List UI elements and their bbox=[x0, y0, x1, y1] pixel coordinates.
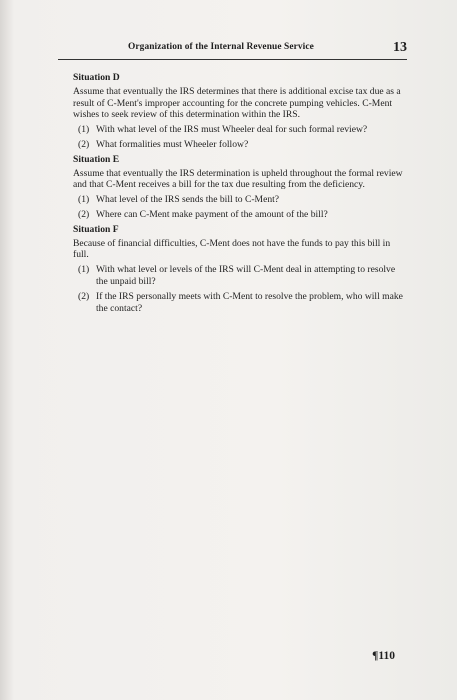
situation-d bbox=[73, 72, 405, 151]
situation-text: Assume that eventually the IRS determination is upheld throughout the formal review and that C-Ment receives a bill for the tax due resulting from the deficiency. bbox=[73, 167, 403, 191]
question-text: With what level or levels of the IRS will C-Ment deal in attempting to resolve the unpaid bill? bbox=[96, 264, 396, 287]
running-header bbox=[58, 40, 407, 58]
situation-text: Because of financial difficulties, C-Ment does not have the funds to pay this bill in full. bbox=[73, 237, 391, 261]
situation-heading: Situation E bbox=[73, 153, 120, 165]
question-item bbox=[78, 124, 405, 136]
question-text: Where can C-Ment make payment of the amount of the bill? bbox=[96, 208, 328, 220]
header-rule bbox=[58, 59, 407, 60]
question-text: What formalities must Wheeler follow? bbox=[96, 138, 249, 150]
situation-e bbox=[73, 154, 405, 221]
question-number: (2) bbox=[78, 138, 90, 150]
question-number: (1) bbox=[78, 194, 90, 206]
question-item bbox=[78, 194, 405, 206]
question-item bbox=[78, 139, 405, 151]
page-body bbox=[73, 72, 405, 317]
paragraph-mark: ¶110 bbox=[372, 650, 395, 662]
header-title: Organization of the Internal Revenue Service bbox=[128, 42, 314, 52]
question-number: (1) bbox=[78, 264, 90, 276]
question-text: If the IRS personally meets with C-Ment to resolve the problem, who will make the contact? bbox=[96, 290, 403, 314]
situation-f bbox=[73, 224, 405, 315]
situation-heading: Situation F bbox=[73, 223, 119, 235]
page-number: 13 bbox=[393, 40, 407, 55]
question-item bbox=[78, 264, 405, 288]
question-item bbox=[78, 209, 405, 221]
question-item bbox=[78, 291, 405, 315]
question-text: With what level of the IRS must Wheeler deal for such formal review? bbox=[96, 124, 368, 136]
situation-heading: Situation D bbox=[73, 72, 120, 83]
question-text: What level of the IRS sends the bill to C-Ment? bbox=[96, 194, 280, 206]
situation-text: Assume that eventually the IRS determines that there is additional excise tax due as a result of C-Ment's improper accounting for the concrete pumping vehicles. C-Ment wishes to seek review of this determination within the IRS. bbox=[73, 85, 401, 121]
question-number: (2) bbox=[78, 290, 90, 302]
question-number: (1) bbox=[78, 124, 90, 136]
question-number: (2) bbox=[78, 208, 90, 220]
